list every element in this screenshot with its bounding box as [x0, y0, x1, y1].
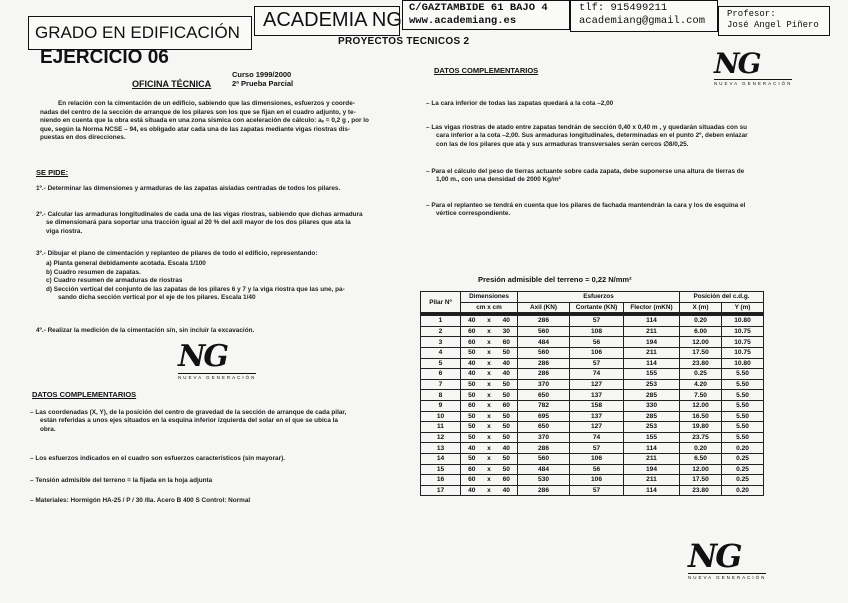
- axil-cell: 530: [518, 475, 570, 486]
- cortante-cell: 57: [570, 358, 624, 369]
- email-link[interactable]: academiang@gmail.com: [579, 15, 706, 27]
- x-cell: 4.20: [680, 379, 722, 390]
- cortante-cell: 137: [570, 390, 624, 401]
- profesor-box: [718, 6, 830, 36]
- header-dim-unit: cm x cm: [461, 302, 518, 313]
- pilar-cell: 16: [421, 475, 461, 486]
- dim-sep-cell: x: [483, 347, 496, 358]
- header-dimensiones: Dimensiones: [461, 292, 518, 303]
- x-cell: 17.50: [680, 347, 722, 358]
- datos-replanteo: [426, 202, 745, 219]
- x-cell: 7.50: [680, 390, 722, 401]
- pide-line: se dimensionará para soportar una tracción igual al 20 % del axil mayor de los dos pilares que ata la: [46, 219, 351, 227]
- ng-logo-mark: NG: [714, 47, 760, 80]
- table-row: [421, 316, 764, 327]
- table-row: [421, 337, 764, 348]
- table-row: [421, 358, 764, 369]
- dim-a-cell: 50: [461, 432, 483, 443]
- table-row: [421, 390, 764, 401]
- axil-cell: 484: [518, 337, 570, 348]
- dim-sep-cell: x: [483, 358, 496, 369]
- grado-title: GRADO EN EDIFICACIÓN: [35, 23, 240, 42]
- dim-b-cell: 40: [496, 358, 518, 369]
- dim-a-cell: 40: [461, 316, 483, 327]
- flector-cell: 155: [624, 369, 680, 380]
- table-row: [421, 475, 764, 486]
- dim-sep-cell: x: [483, 422, 496, 433]
- flector-cell: 211: [624, 475, 680, 486]
- dim-sep-cell: x: [483, 443, 496, 454]
- datos-coords: [30, 409, 346, 434]
- dim-a-cell: 60: [461, 337, 483, 348]
- pide-sub-a: a) Planta general debidamente acotada. Escala 1/100: [46, 260, 206, 267]
- ng-logo-mark: NG: [178, 339, 228, 374]
- flector-cell: 194: [624, 464, 680, 475]
- academia-box: [254, 6, 400, 36]
- dim-b-cell: 60: [496, 400, 518, 411]
- dim-a-cell: 50: [461, 379, 483, 390]
- flector-cell: 155: [624, 432, 680, 443]
- axil-cell: 695: [518, 411, 570, 422]
- axil-cell: 560: [518, 326, 570, 337]
- table-row: [421, 432, 764, 443]
- axil-cell: 782: [518, 400, 570, 411]
- dim-sep-cell: x: [483, 369, 496, 380]
- datos-line: – Para el cálculo del peso de tierras actuante sobre cada zapata, debe suponerse una altura de tierras de: [426, 168, 745, 175]
- datos-tension: – Tensión admisible del terreno = la fijada en la hoja adjunta: [30, 477, 213, 484]
- intro-paragraph: [40, 100, 369, 143]
- dim-sep-cell: x: [483, 316, 496, 327]
- dim-b-cell: 50: [496, 390, 518, 401]
- dim-sep-cell: x: [483, 337, 496, 348]
- curso-block: [232, 70, 293, 88]
- flector-cell: 114: [624, 485, 680, 496]
- datos-tierras: [426, 168, 744, 185]
- y-cell: 5.50: [722, 422, 764, 433]
- flector-cell: 211: [624, 453, 680, 464]
- y-cell: 0.25: [722, 453, 764, 464]
- dim-a-cell: 40: [461, 485, 483, 496]
- dim-a-cell: 40: [461, 443, 483, 454]
- pide-sub-d: d) Sección vertical del conjunto de las zapatas de los pilares 6 y 7 y la viga riostra que las une, pa-: [46, 285, 345, 293]
- axil-cell: 286: [518, 316, 570, 327]
- axil-cell: 650: [518, 390, 570, 401]
- axil-cell: 370: [518, 432, 570, 443]
- cortante-cell: 108: [570, 326, 624, 337]
- datos-riostras: [426, 124, 748, 149]
- datos-line: obra.: [40, 425, 56, 433]
- dim-a-cell: 60: [461, 326, 483, 337]
- intro-line: puestas en dos direcciones.: [40, 134, 126, 142]
- dim-b-cell: 40: [496, 443, 518, 454]
- pilar-cell: 1: [421, 316, 461, 327]
- profesor-name: José Angel Piñero: [727, 20, 819, 30]
- intro-line: que, según la Norma NCSE – 94, es obligado atar cada una de las zapatas mediante vigas riostras dis-: [40, 125, 351, 133]
- axil-cell: 286: [518, 443, 570, 454]
- dim-b-cell: 50: [496, 453, 518, 464]
- header-posicion: Posición del c.d.g.: [680, 292, 764, 303]
- cortante-cell: 106: [570, 475, 624, 486]
- table-row: [421, 485, 764, 496]
- axil-cell: 286: [518, 485, 570, 496]
- dim-a-cell: 50: [461, 411, 483, 422]
- pide-sub-d-cont: sando dicha sección vertical por el eje de los pilares. Escala 1/40: [58, 294, 256, 302]
- datos-line: 1,00 m., con una densidad de 2000 Kg/m³: [436, 176, 561, 184]
- header-cortante: Cortante (KN): [570, 302, 624, 313]
- table-row: [421, 347, 764, 358]
- dim-sep-cell: x: [483, 453, 496, 464]
- pilar-cell: 14: [421, 453, 461, 464]
- pilar-cell: 15: [421, 464, 461, 475]
- cortante-cell: 158: [570, 400, 624, 411]
- table-row: [421, 411, 764, 422]
- dim-b-cell: 60: [496, 475, 518, 486]
- dim-b-cell: 50: [496, 347, 518, 358]
- dim-b-cell: 50: [496, 422, 518, 433]
- pilar-cell: 3: [421, 337, 461, 348]
- ng-logo-caption: NUEVA GENERACIÓN: [178, 375, 257, 380]
- ng-logo-mark: NG: [688, 537, 741, 575]
- table-row: [421, 464, 764, 475]
- dim-a-cell: 50: [461, 390, 483, 401]
- oficina-heading: OFICINA TÉCNICA: [132, 79, 212, 89]
- x-cell: 0.25: [680, 369, 722, 380]
- flector-cell: 285: [624, 390, 680, 401]
- datos-line: – Para el replanteo se tendrá en cuenta que los pilares de fachada mantendrán la cara y los de esquina el: [426, 202, 746, 209]
- flector-cell: 253: [624, 422, 680, 433]
- header-pilar: Pilar Nº: [421, 292, 461, 313]
- datos-esfuerzos: – Los esfuerzos indicados en el cuadro son esfuerzos característicos (sin mayorar).: [30, 455, 286, 462]
- cortante-cell: 56: [570, 337, 624, 348]
- grado-box: [28, 16, 252, 50]
- dim-a-cell: 50: [461, 422, 483, 433]
- dim-sep-cell: x: [483, 379, 496, 390]
- y-cell: 5.50: [722, 400, 764, 411]
- x-cell: 6.00: [680, 326, 722, 337]
- axil-cell: 560: [518, 347, 570, 358]
- y-cell: 10.75: [722, 337, 764, 348]
- dim-sep-cell: x: [483, 400, 496, 411]
- dim-a-cell: 60: [461, 475, 483, 486]
- y-cell: 0.20: [722, 485, 764, 496]
- dim-a-cell: 40: [461, 369, 483, 380]
- x-cell: 23.80: [680, 485, 722, 496]
- flector-cell: 114: [624, 443, 680, 454]
- se-pide-heading: SE PIDE:: [36, 168, 69, 177]
- pilar-cell: 2: [421, 326, 461, 337]
- x-cell: 19.80: [680, 422, 722, 433]
- pilar-cell: 7: [421, 379, 461, 390]
- ng-logo-caption: NUEVA GENERACIÓN: [688, 575, 767, 580]
- table-row: [421, 453, 764, 464]
- x-cell: 12.00: [680, 464, 722, 475]
- axil-cell: 286: [518, 358, 570, 369]
- website-link[interactable]: www.academiang.es: [409, 15, 517, 27]
- academia-title: ACADEMIA NG: [263, 9, 402, 31]
- cortante-cell: 57: [570, 443, 624, 454]
- cortante-cell: 127: [570, 422, 624, 433]
- pilar-cell: 11: [421, 422, 461, 433]
- exercise-title: EJERCICIO 06: [40, 47, 169, 68]
- dim-b-cell: 40: [496, 485, 518, 496]
- header-flector: Flector (mKN): [624, 302, 680, 313]
- pilar-cell: 10: [421, 411, 461, 422]
- pilar-cell: 6: [421, 369, 461, 380]
- axil-cell: 650: [518, 422, 570, 433]
- dim-sep-cell: x: [483, 326, 496, 337]
- x-cell: 16.50: [680, 411, 722, 422]
- table-row: [421, 369, 764, 380]
- cortante-cell: 106: [570, 453, 624, 464]
- dim-b-cell: 50: [496, 411, 518, 422]
- datos-line: – Las coordenadas (X, Y), de la posición del centro de gravedad de la sección de arranque de cada pilar,: [30, 409, 347, 416]
- pide-item-1: 1º.- Determinar las dimensiones y armaduras de las zapatas aisladas centradas de todos los pilares.: [36, 185, 341, 192]
- cortante-cell: 74: [570, 432, 624, 443]
- x-cell: 0.20: [680, 316, 722, 327]
- pilar-cell: 17: [421, 485, 461, 496]
- header-y: Y (m): [722, 302, 764, 313]
- y-cell: 10.75: [722, 326, 764, 337]
- flector-cell: 330: [624, 400, 680, 411]
- cortante-cell: 57: [570, 485, 624, 496]
- flector-cell: 194: [624, 337, 680, 348]
- datos-heading-left: DATOS COMPLEMENTARIOS: [32, 390, 137, 399]
- dim-sep-cell: x: [483, 390, 496, 401]
- dim-a-cell: 40: [461, 358, 483, 369]
- datos-line: cara inferior a la cota –2,00. Sus armaduras longitudinales, determinadas en el punto 2º, deben enlazar: [436, 132, 748, 140]
- pide-sub-b: b) Cuadro resumen de zapatas.: [46, 268, 141, 276]
- flector-cell: 285: [624, 411, 680, 422]
- cortante-cell: 74: [570, 369, 624, 380]
- x-cell: 6.50: [680, 453, 722, 464]
- cortante-cell: 137: [570, 411, 624, 422]
- dim-a-cell: 50: [461, 453, 483, 464]
- dim-sep-cell: x: [483, 432, 496, 443]
- dim-b-cell: 40: [496, 316, 518, 327]
- address-box: [402, 0, 570, 30]
- header-axil: Axil (KN): [518, 302, 570, 313]
- datos-line: – Las vigas riostras de atado entre zapatas tendrán de sección 0,40 x 0,40 m , y quedarán situadas con su: [426, 124, 748, 131]
- ng-logo: [714, 47, 793, 86]
- y-cell: 5.50: [722, 432, 764, 443]
- axil-cell: 560: [518, 453, 570, 464]
- dim-b-cell: 40: [496, 369, 518, 380]
- x-cell: 17.50: [680, 475, 722, 486]
- contact-box: [570, 0, 718, 32]
- header-esfuerzos: Esfuerzos: [518, 292, 680, 303]
- pilar-cell: 5: [421, 358, 461, 369]
- table-row: [421, 422, 764, 433]
- x-cell: 12.00: [680, 337, 722, 348]
- dim-sep-cell: x: [483, 475, 496, 486]
- intro-line: nadas del centro de la sección de arranque de los pilares son los que se fijan en el cuadro adjunto, y te-: [40, 108, 356, 116]
- datos-line: vértice correspondiente.: [436, 210, 511, 218]
- dim-b-cell: 50: [496, 464, 518, 475]
- pilar-cell: 4: [421, 347, 461, 358]
- datos-line: con las de los pilares que ata y sus armaduras transversales serán cercos ∅8/0,25.: [436, 140, 689, 148]
- datos-line: están referidas a unos ejes situados en la esquina inferior izquierda del solar en el que se ubica la: [40, 417, 338, 425]
- dim-sep-cell: x: [483, 464, 496, 475]
- y-cell: 5.50: [722, 369, 764, 380]
- dim-b-cell: 50: [496, 379, 518, 390]
- intro-line: En relación con la cimentación de un edificio, sabiendo que las dimensiones, esfuerzos y coorde-: [58, 100, 355, 107]
- axil-cell: 484: [518, 464, 570, 475]
- y-cell: 5.50: [722, 379, 764, 390]
- dim-b-cell: 60: [496, 337, 518, 348]
- table-row: [421, 400, 764, 411]
- intro-line: niendo en cuenta que la obra está situada en una zona sísmica con aceleración de cálculo: aₑ = 0,2 g , por lo: [40, 117, 369, 125]
- x-cell: 23.75: [680, 432, 722, 443]
- x-cell: 0.20: [680, 443, 722, 454]
- table-row: [421, 326, 764, 337]
- axil-cell: 286: [518, 369, 570, 380]
- datos-materiales: – Materiales: Hormigón HA-25 / P / 30 /IIa. Acero B 400 S Control: Normal: [30, 497, 251, 504]
- table-row: [421, 443, 764, 454]
- pide-item-4: 4º.- Realizar la medición de la cimentación s/n, sin incluir la excavación.: [36, 327, 255, 334]
- y-cell: 10.80: [722, 358, 764, 369]
- y-cell: 5.50: [722, 411, 764, 422]
- pilar-cell: 9: [421, 400, 461, 411]
- flector-cell: 114: [624, 316, 680, 327]
- y-cell: 10.75: [722, 347, 764, 358]
- profesor-label: Profesor:: [727, 9, 776, 19]
- dim-a-cell: 60: [461, 464, 483, 475]
- flector-cell: 211: [624, 347, 680, 358]
- dim-sep-cell: x: [483, 411, 496, 422]
- ng-logo-caption: NUEVA GENERACIÓN: [714, 81, 793, 86]
- datos-heading-right: DATOS COMPLEMENTARIOS: [434, 66, 539, 75]
- datos-cota: – La cara inferior de todas las zapatas quedará a la cota –2,00: [426, 100, 614, 107]
- address-line: C/GAZTAMBIDE 61 BAJO 4: [409, 2, 548, 14]
- header-x: X (m): [680, 302, 722, 313]
- pilar-cell: 8: [421, 390, 461, 401]
- flector-cell: 211: [624, 326, 680, 337]
- dim-b-cell: 30: [496, 326, 518, 337]
- y-cell: 0.25: [722, 475, 764, 486]
- y-cell: 10.80: [722, 316, 764, 327]
- x-cell: 23.80: [680, 358, 722, 369]
- presion-admisible: Presión admisible del terreno = 0,22 N/mm²: [478, 275, 632, 284]
- table-row: [421, 379, 764, 390]
- dim-a-cell: 60: [461, 400, 483, 411]
- cortante-cell: 57: [570, 316, 624, 327]
- pide-line: viga riostra.: [46, 227, 83, 235]
- pilar-cell: 12: [421, 432, 461, 443]
- table-body: [421, 316, 764, 496]
- course-title: PROYECTOS TECNICOS 2: [338, 36, 470, 47]
- pide-item-2: [36, 211, 363, 236]
- curso-prueba: 2ª Prueba Parcial: [232, 79, 294, 88]
- flector-cell: 253: [624, 379, 680, 390]
- dim-b-cell: 50: [496, 432, 518, 443]
- ng-logo: [178, 339, 257, 380]
- dim-a-cell: 50: [461, 347, 483, 358]
- cortante-cell: 56: [570, 464, 624, 475]
- y-cell: 5.50: [722, 390, 764, 401]
- dim-sep-cell: x: [483, 485, 496, 496]
- flector-cell: 114: [624, 358, 680, 369]
- pilares-table: [420, 291, 764, 496]
- pide-line: 2º.- Calcular las armaduras longitudinales de cada una de las vigas riostras, sabiendo que dichas armadura: [36, 211, 363, 218]
- curso-year: Curso 1999/2000: [232, 70, 292, 79]
- x-cell: 12.00: [680, 400, 722, 411]
- phone-number: tlf: 915499211: [579, 2, 668, 14]
- pilar-cell: 13: [421, 443, 461, 454]
- pide-sublist: [46, 260, 345, 303]
- y-cell: 0.25: [722, 464, 764, 475]
- ng-logo: [688, 537, 767, 580]
- axil-cell: 370: [518, 379, 570, 390]
- pide-item-3: 3º.- Dibujar el plano de cimentación y replanteo de pilares de todo el edificio, representando:: [36, 250, 318, 257]
- cortante-cell: 127: [570, 379, 624, 390]
- cortante-cell: 106: [570, 347, 624, 358]
- y-cell: 0.20: [722, 443, 764, 454]
- pide-sub-c: c) Cuadro resumen de armaduras de riostras: [46, 277, 183, 285]
